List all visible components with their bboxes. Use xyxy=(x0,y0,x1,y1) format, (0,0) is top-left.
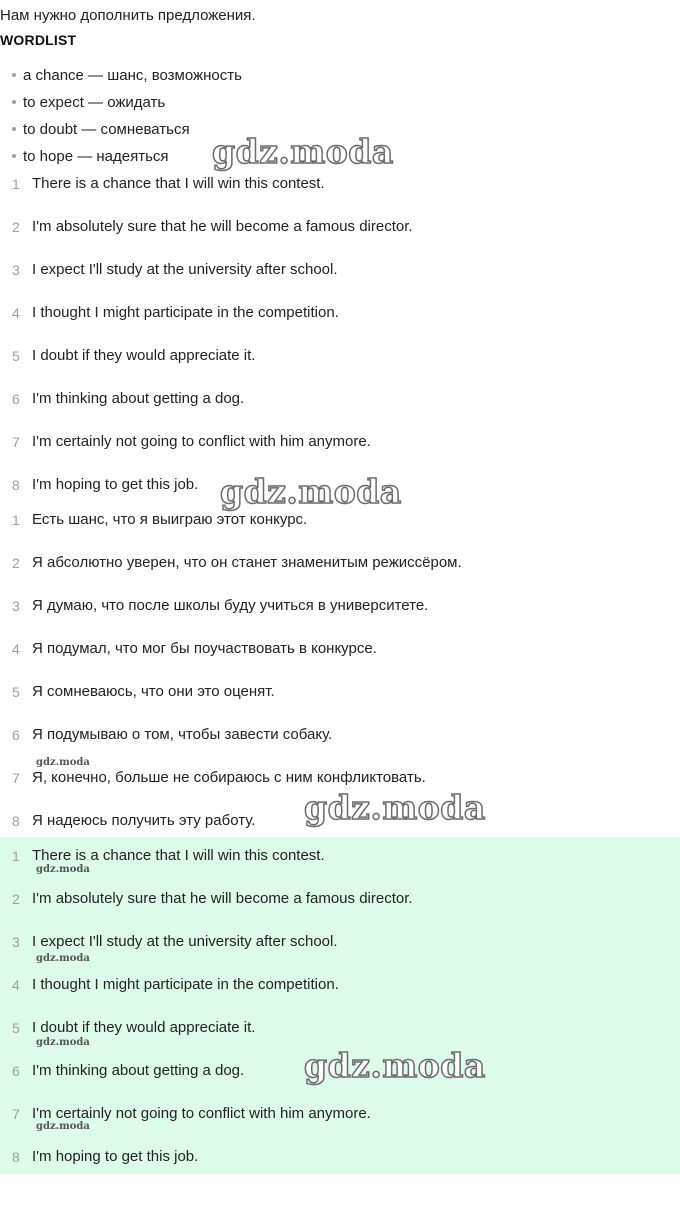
sentence-text: I'm absolutely sure that he will become a famous director. xyxy=(32,218,413,235)
watermark-small: gdz.moda xyxy=(36,757,90,768)
wordlist-item xyxy=(12,93,165,113)
translation-number: 7 xyxy=(12,770,20,786)
answer-text: I'm absolutely sure that he will become a famous director. xyxy=(32,890,413,907)
answer-number: 6 xyxy=(12,1063,20,1079)
translation-text: Я надеюсь получить эту работу. xyxy=(32,812,256,829)
answer-text: I expect I'll study at the university after school. xyxy=(32,933,338,950)
sentence-number: 2 xyxy=(12,219,20,235)
answer-number: 1 xyxy=(12,848,20,864)
translation-number: 6 xyxy=(12,727,20,743)
wordlist-item-text: to expect — ожидать xyxy=(23,94,166,111)
watermark-small: gdz.moda xyxy=(36,864,90,875)
bullet-icon xyxy=(12,100,16,104)
sentence-number: 6 xyxy=(12,391,20,407)
translation-number: 1 xyxy=(12,512,20,528)
sentence-text: I'm hoping to get this job. xyxy=(32,476,199,493)
sentence-text: I thought I might participate in the competition. xyxy=(32,304,339,321)
answer-text: I doubt if they would appreciate it. xyxy=(32,1019,256,1036)
sentence-number: 1 xyxy=(12,176,20,192)
wordlist-item-text: a chance — шанс, возможность xyxy=(23,67,242,84)
bullet-icon xyxy=(12,73,16,77)
sentence-number: 5 xyxy=(12,348,20,364)
wordlist-item-text: to hope — надеяться xyxy=(23,148,169,165)
sentence-text: I expect I'll study at the university after school. xyxy=(32,261,338,278)
answer-text: I'm hoping to get this job. xyxy=(32,1148,199,1165)
watermark-logo: gdz.moda xyxy=(304,1046,486,1085)
watermark-small: gdz.moda xyxy=(36,1121,90,1132)
sentence-text: I'm thinking about getting a dog. xyxy=(32,390,245,407)
translation-text: Есть шанс, что я выиграю этот конкурс. xyxy=(32,511,308,528)
answer-text: I'm certainly not going to conflict with him anymore. xyxy=(32,1105,371,1122)
translation-number: 5 xyxy=(12,684,20,700)
watermark-small: gdz.moda xyxy=(36,953,90,964)
answer-text: I'm thinking about getting a dog. xyxy=(32,1062,245,1079)
watermark-logo: gdz.moda xyxy=(212,132,394,171)
answer-text: I thought I might participate in the competition. xyxy=(32,976,339,993)
watermark-logo: gdz.moda xyxy=(220,472,402,511)
wordlist-item xyxy=(12,66,242,86)
translation-number: 8 xyxy=(12,813,20,829)
sentence-number: 8 xyxy=(12,477,20,493)
answer-number: 8 xyxy=(12,1149,20,1165)
translation-text: Я сомневаюсь, что они это оценят. xyxy=(32,683,275,700)
wordlist-item xyxy=(12,147,169,167)
answer-number: 5 xyxy=(12,1020,20,1036)
translation-text: Я думаю, что после школы буду учиться в университете. xyxy=(32,597,429,614)
sentence-number: 7 xyxy=(12,434,20,450)
bullet-icon xyxy=(12,127,16,131)
answer-number: 4 xyxy=(12,977,20,993)
bullet-icon xyxy=(12,154,16,158)
translation-text: Я подумываю о том, чтобы завести собаку. xyxy=(32,726,333,743)
translation-number: 3 xyxy=(12,598,20,614)
sentence-number: 3 xyxy=(12,262,20,278)
answer-number: 3 xyxy=(12,934,20,950)
translation-number: 4 xyxy=(12,641,20,657)
translation-text: Я абсолютно уверен, что он станет знаменитым режиссёром. xyxy=(32,554,462,571)
translation-text: Я, конечно, больше не собираюсь с ним конфликтовать. xyxy=(32,769,426,786)
intro-text: Нам нужно дополнить предложения. xyxy=(0,7,256,24)
wordlist-item-text: to doubt — сомневаться xyxy=(23,121,190,138)
sentence-number: 4 xyxy=(12,305,20,321)
translation-text: Я подумал, что мог бы поучаствовать в конкурсе. xyxy=(32,640,377,657)
watermark-logo: gdz.moda xyxy=(304,788,486,827)
answer-number: 7 xyxy=(12,1106,20,1122)
answer-text: There is a chance that I will win this contest. xyxy=(32,847,325,864)
wordlist-item xyxy=(12,120,190,140)
sentence-text: There is a chance that I will win this contest. xyxy=(32,175,325,192)
answer-number: 2 xyxy=(12,891,20,907)
watermark-small: gdz.moda xyxy=(36,1037,90,1048)
sentence-text: I'm certainly not going to conflict with him anymore. xyxy=(32,433,371,450)
wordlist-title: WORDLIST xyxy=(0,32,77,48)
translation-number: 2 xyxy=(12,555,20,571)
sentence-text: I doubt if they would appreciate it. xyxy=(32,347,256,364)
